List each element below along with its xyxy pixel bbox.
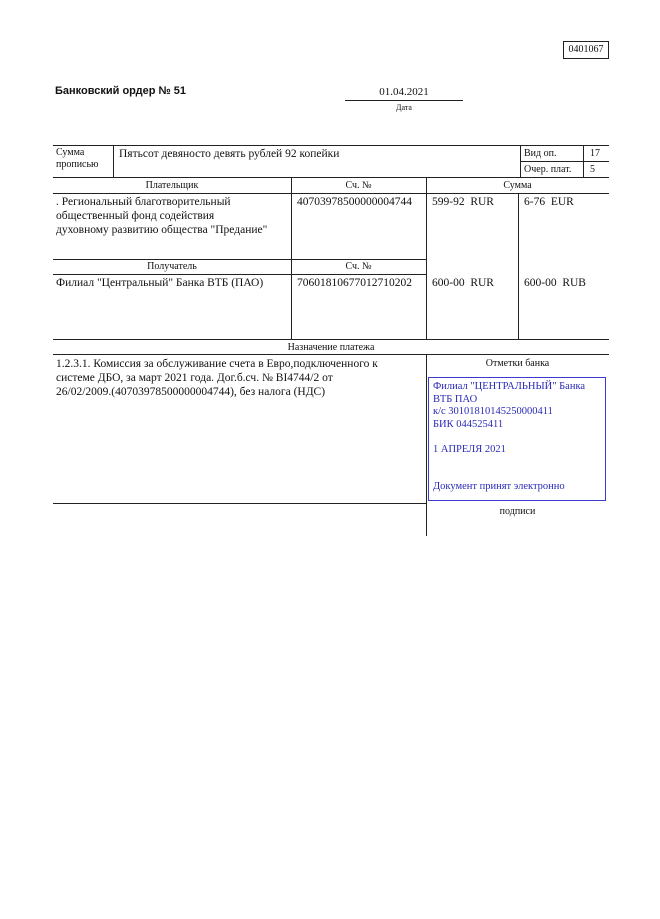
grid-line	[53, 177, 609, 178]
payer-name: . Региональный благотворительный общественный фонд содействия духовному развитию общества "Предание"	[56, 196, 268, 236]
date-value: 01.04.2021	[379, 86, 429, 98]
grid-line	[520, 145, 521, 177]
op-type-value: 17	[590, 148, 600, 159]
recipient-header: Получатель	[147, 261, 197, 272]
grid-line	[53, 503, 426, 504]
account2-header: Сч. №	[345, 261, 372, 272]
grid-line	[583, 145, 584, 177]
purpose-header: Назначение платежа	[287, 342, 375, 353]
payer-amount-rur: 599-92 RUR	[432, 196, 494, 208]
document-title: Банковский ордер № 51	[55, 85, 187, 97]
grid-line	[53, 259, 426, 260]
purpose-text: 1.2.3.1. Комиссия за обслуживание счета в Евро,подключенного к системе ДБО, за март 2021 года. Дог.б.сч. № BI4744/2 от 26/02/2009.(40703978500000004744), без налога (НДС)	[56, 358, 378, 398]
bank-marks-header: Отметки банка	[485, 358, 550, 369]
recipient-amount-rub: 600-00 RUB	[524, 277, 586, 289]
date-underline	[345, 100, 463, 101]
payment-order-label: Очер. плат.	[524, 164, 572, 175]
recipient-account: 70601810677012710202	[297, 277, 412, 289]
grid-line	[53, 339, 609, 340]
grid-line	[518, 193, 519, 339]
recipient-amount-rur: 600-00 RUR	[432, 277, 494, 289]
bank-stamp: Филиал "ЦЕНТРАЛЬНЫЙ" Банка ВТБ ПАО к/с 30101810145250000411 БИК 044525411 1 АПРЕЛЯ 2021 Документ принят электронно	[428, 377, 606, 501]
account-header: Сч. №	[345, 180, 372, 191]
date-caption: Дата	[396, 103, 412, 112]
grid-line	[426, 177, 427, 339]
payment-order-value: 5	[590, 164, 595, 175]
grid-line	[520, 161, 609, 162]
grid-line	[113, 145, 114, 177]
grid-line	[53, 193, 609, 194]
signatures-label: подписи	[499, 506, 536, 517]
amount-header: Сумма	[503, 180, 532, 191]
grid-line	[53, 145, 609, 146]
amount-words-text: Пятьсот девяносто девять рублей 92 копейки	[119, 148, 340, 160]
grid-line	[53, 274, 426, 275]
payer-amount-eur: 6-76 EUR	[524, 196, 574, 208]
form-code-box: 0401067	[563, 41, 609, 59]
payer-header: Плательщик	[145, 180, 199, 191]
payer-account: 40703978500000004744	[297, 196, 412, 208]
amount-words-label: Сумма прописью	[56, 147, 99, 170]
op-type-label: Вид оп.	[524, 148, 557, 159]
recipient-name: Филиал "Центральный" Банка ВТБ (ПАО)	[56, 277, 264, 289]
grid-line	[291, 177, 292, 339]
grid-line	[53, 354, 609, 355]
